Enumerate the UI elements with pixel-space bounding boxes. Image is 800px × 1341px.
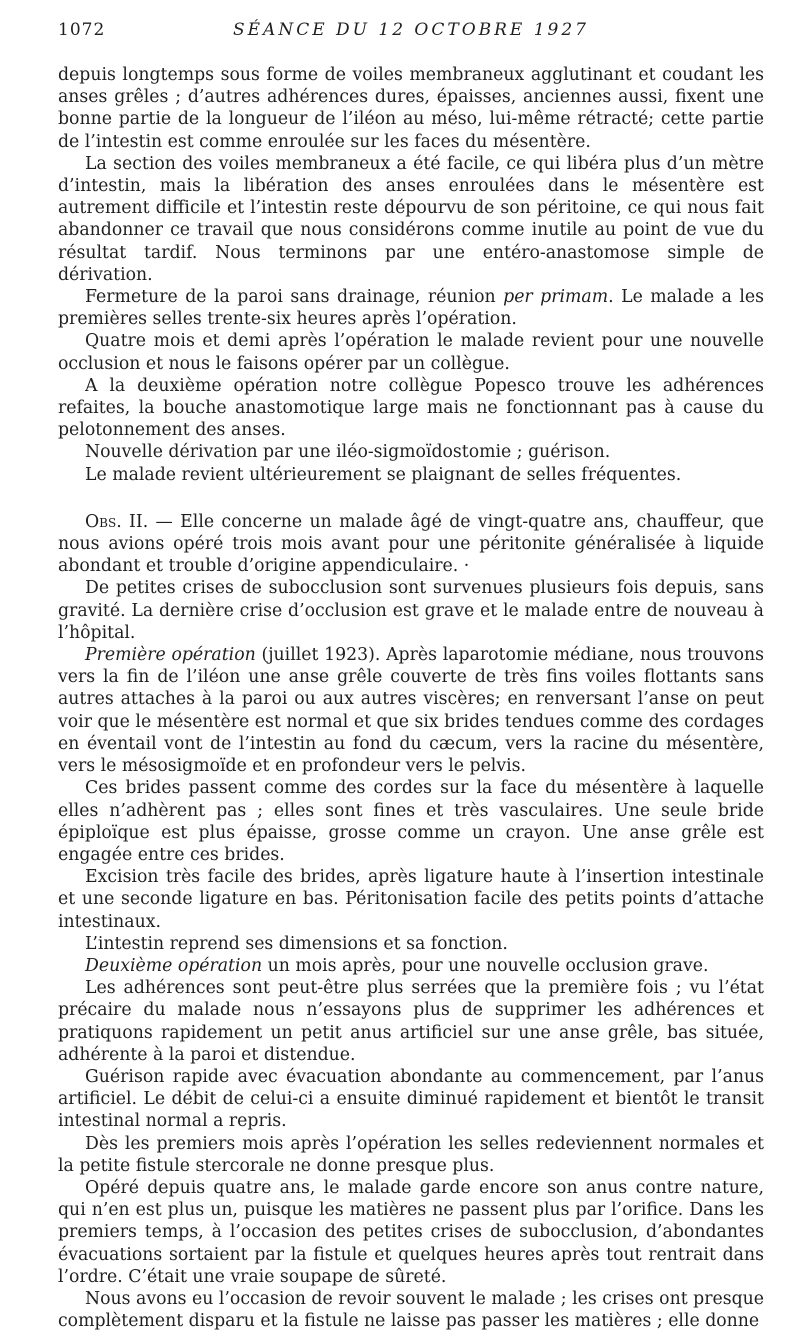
paragraph: Opéré depuis quatre ans, le malade garde encore son anus contre nature, qui n’en est plus un, puisque les matières ne passent plus par l’orifice. Dans les premiers temps, à l’occasion des petites crises de subocclusion, d’abondantes évacuations sortaient par la fistule et quelques heures après tout rentrait dans l’ordre. C’était une vraie soupape de sûreté. xyxy=(58,1177,764,1287)
paragraph-text: — Elle concerne un malade âgé de vingt-quatre ans, chauffeur, que nous avions opéré trois mois avant pour une péritonite généralisée à liquide abondant et trouble d’origine appendiculaire. · xyxy=(58,511,764,577)
observation-paragraph xyxy=(58,511,764,578)
paragraph: depuis longtemps sous forme de voiles membraneux agglutinant et coudant les anses grêles ; d’autres adhérences dures, épaisses, anciennes aussi, fixent une bonne partie de la longueur de l’iléon au méso, lui-même rétracté; cette partie de l’intestin est comme enroulée sur les faces du mésentère. xyxy=(58,65,764,152)
paragraph: Nous avons eu l’occasion de revoir souvent le malade ; les crises ont presque complètement disparu et la fistule ne laisse pas passer les matières ; elle donne xyxy=(58,1288,764,1332)
paragraph: Excision très facile des brides, après ligature haute à l’insertion intestinale et une seconde ligature en bas. Péritonisation facile des petits points d’attache intestinaux. xyxy=(58,867,764,932)
paragraph: L’intestin reprend ses dimensions et sa fonction. xyxy=(85,933,508,954)
paragraph: De petites crises de subocclusion sont survenues plusieurs fois depuis, sans gravité. La dernière crise d’occlusion est grave et le malade entre de nouveau à l’hôpital. xyxy=(58,578,764,643)
running-title: SÉANCE DU 12 OCTOBRE 1927 xyxy=(232,20,589,40)
paragraph: Nouvelle dérivation par une iléo-sigmoïdostomie ; guérison. xyxy=(85,442,611,463)
paragraph xyxy=(58,955,764,977)
paragraph xyxy=(58,644,764,777)
paragraph: Dès les premiers mois après l’opération les selles redeviennent normales et la petite fistule stercorale ne donne presque plus. xyxy=(58,1133,764,1176)
paragraph: Le malade revient ultérieurement se plaignant de selles fréquentes. xyxy=(85,464,682,485)
section-label: Première opération xyxy=(85,645,256,666)
paragraph: Guérison rapide avec évacuation abondante au commencement, par l’anus artificiel. Le débit de celui-ci a ensuite diminué rapidement et bientôt le transit intestinal normal a repris. xyxy=(58,1066,764,1132)
body-text xyxy=(58,64,764,1332)
observation-label: Obs. II. xyxy=(85,511,149,532)
paragraph: Quatre mois et demi après l’opération le malade revient pour une nouvelle occlusion et nous le faisons opérer par un collègue. xyxy=(58,331,764,374)
paragraph-text: (juillet 1923). Après laparotomie médiane, nous trouvons vers la fin de l’iléon une anse grêle couverte de très fins voiles flottants sans autres attaches à la paroi ou aux autres viscères; en renversant l’anse on peut voir que le mésentère est normal et que six brides tendues comme des cordages en éventail vont de l’intestin au fond du cæcum, vers la racine du mésentère, vers le mésosigmoïde et en profondeur vers le pelvis. xyxy=(58,645,764,777)
page-number: 1072 xyxy=(58,20,106,40)
section-label: Deuxième opération xyxy=(85,955,263,976)
paragraph-text: Fermeture de la paroi sans drainage, réunion xyxy=(85,287,504,308)
page-header xyxy=(58,20,764,44)
paragraph xyxy=(58,286,764,330)
paragraph-text: . Le malade a les premières selles trente-six heures après l’opération. xyxy=(58,287,764,330)
paragraph: Ces brides passent comme des cordes sur la face du mésentère à laquelle elles n’adhèrent pas ; elles sont fines et très vasculaires. Une seule bride épiploïque est plus épaisse, grosse comme un crayon. Une anse grêle est engagée entre ces brides. xyxy=(58,778,764,865)
paragraph: La section des voiles membraneux a été facile, ce qui libéra plus d’un mètre d’intestin, mais la libération des anses enroulées dans le mésentère est autrement difficile et l’intestin reste dépourvu de son péritoine, ce qui nous fait abandonner ce travail que nous considérons comme inutile au point de vue du résultat tardif. Nous terminons par une entéro-anastomose simple de dérivation. xyxy=(58,153,764,285)
paragraph: A la deuxième opération notre collègue Popesco trouve les adhérences refaites, la bouche anastomotique large mais ne fonctionnant pas à cause du pelotonnement des anses. xyxy=(58,375,764,441)
paragraph: Les adhérences sont peut-être plus serrées que la première fois ; vu l’état précaire du malade nous n’essayons plus de supprimer les adhérences et pratiquons rapidement un petit anus artificiel sur une anse grêle, bas située, adhérente à la paroi et distendue. xyxy=(58,978,764,1065)
latin-phrase: per primam xyxy=(503,287,609,308)
paragraph-text: un mois après, pour une nouvelle occlusion grave. xyxy=(262,955,709,976)
